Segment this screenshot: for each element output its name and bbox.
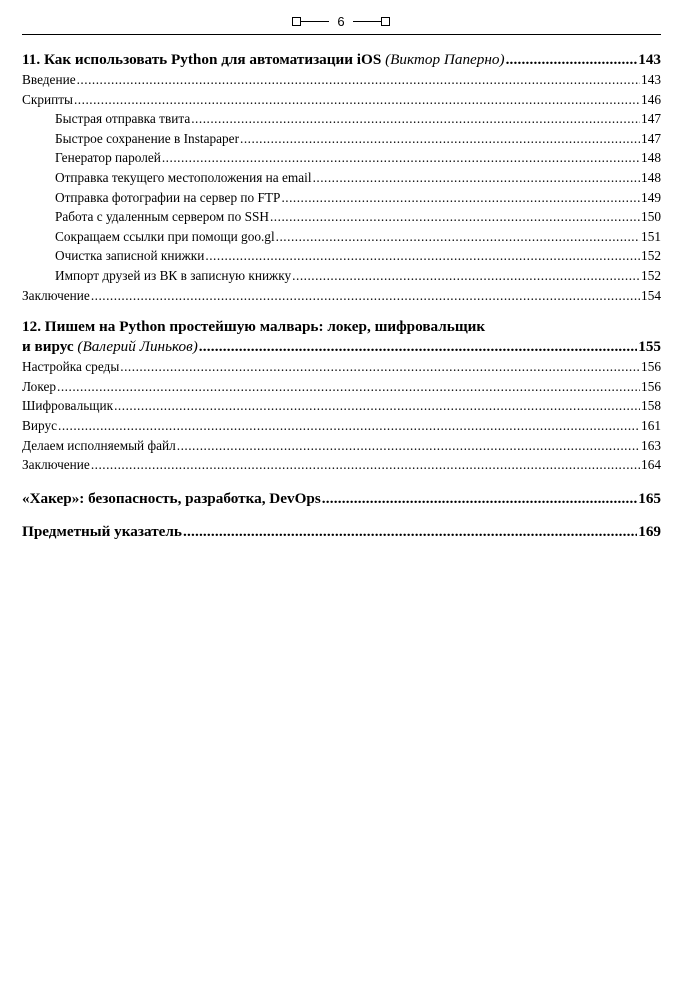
toc-subentry[interactable] (22, 109, 661, 129)
toc-entry-page: 148 (641, 169, 661, 185)
toc-entry-page: 147 (641, 130, 661, 146)
toc-subentry[interactable] (22, 188, 661, 208)
toc-entry-title: Скрипты (22, 91, 73, 107)
toc-entry-page: 149 (641, 189, 661, 205)
toc-entry-page: 156 (641, 359, 661, 375)
toc-entry[interactable] (22, 90, 661, 110)
chapter-12-title-line2: и вирус (22, 338, 74, 356)
leader-dots (57, 377, 640, 397)
leader-dots (74, 90, 640, 110)
leader-dots (506, 50, 638, 70)
toc-entry-title: Заключение (22, 457, 90, 473)
toc-entry-page: 161 (641, 417, 661, 433)
leader-dots (270, 207, 640, 227)
toc-entry-title: Работа с удаленным сервером по SSH (55, 209, 269, 225)
toc-subentry[interactable] (22, 246, 661, 266)
chapter-11-page: 143 (638, 51, 661, 68)
leader-dots (91, 455, 640, 475)
leader-dots (199, 337, 637, 357)
leader-dots (177, 436, 640, 456)
toc-entry[interactable] (22, 455, 661, 475)
toc-entry[interactable] (22, 357, 661, 377)
toc-entry-page: 154 (641, 287, 661, 303)
chapter-12-author: (Валерий Линьков) (77, 338, 198, 356)
header-rule (22, 34, 661, 35)
leader-dots (183, 522, 637, 542)
hacker-title: «Хакер»: безопасность, разработка, DevOps (22, 489, 321, 507)
toc-subentry[interactable] (22, 168, 661, 188)
leader-dots (276, 227, 640, 247)
leader-dots (205, 246, 640, 266)
leader-dots (292, 266, 640, 286)
leader-dots (322, 489, 637, 509)
toc-entry-title: Импорт друзей из ВК в записную книжку (55, 267, 292, 283)
chapter-12-title-line1[interactable]: 12. Пишем на Python простейшую малварь: локер, шифровальщик (22, 318, 486, 336)
toc-hacker[interactable] (22, 489, 661, 509)
toc-chapter-11[interactable] (22, 50, 661, 70)
toc-entry-page: 143 (641, 72, 661, 87)
toc-entry[interactable] (22, 436, 661, 456)
toc-entry-title: Локер (22, 378, 57, 394)
header-ornament-right-line (353, 21, 381, 22)
header-ornament-left-box (292, 17, 301, 26)
header-ornament-left-line (301, 21, 329, 22)
hacker-page: 165 (638, 489, 661, 507)
header-ornament-right-box (381, 17, 390, 26)
toc-entry-page: 163 (641, 437, 661, 453)
leader-dots (77, 70, 640, 90)
toc-chapter-12[interactable] (22, 337, 661, 357)
toc-index[interactable] (22, 522, 661, 542)
toc-entry-title: Быстрая отправка твита (55, 111, 191, 127)
toc-entry[interactable] (22, 396, 661, 416)
toc-entry[interactable] (22, 416, 661, 436)
toc-entry-title: Заключение (22, 287, 90, 303)
chapter-12-page: 155 (638, 338, 661, 356)
toc-entry-page: 164 (641, 457, 661, 473)
toc-entry-title: Вирус (22, 417, 58, 433)
index-page: 169 (638, 522, 661, 540)
leader-dots (162, 148, 640, 168)
page-number: 6 (337, 13, 345, 29)
leader-dots (313, 168, 640, 188)
leader-dots (281, 188, 640, 208)
toc-entry-title: Очистка записной книжки (55, 248, 205, 264)
toc-subentry[interactable] (22, 266, 661, 286)
toc-entry[interactable] (22, 70, 661, 90)
leader-dots (191, 109, 640, 129)
toc-entry-page: 158 (641, 398, 661, 414)
leader-dots (114, 396, 640, 416)
leader-dots (91, 286, 640, 306)
toc-entry-page: 148 (641, 150, 661, 166)
toc-entry-page: 147 (641, 111, 661, 127)
page-header (0, 12, 682, 30)
toc-entry-page: 146 (641, 91, 661, 107)
toc-entry-title: Введение (22, 72, 76, 87)
toc-entry-title: Отправка фотографии на сервер по FTP (55, 189, 281, 205)
toc-entry-title: Сокращаем ссылки при помощи goo.gl (55, 228, 275, 244)
toc-subentry[interactable] (22, 129, 661, 149)
leader-dots (240, 129, 640, 149)
toc-entry[interactable] (22, 377, 661, 397)
toc-subentry[interactable] (22, 148, 661, 168)
leader-dots (120, 357, 640, 377)
toc-entry-title: Быстрое сохранение в Instapaper (55, 130, 240, 146)
toc-entry-page: 156 (641, 378, 661, 394)
toc-entry[interactable] (22, 286, 661, 306)
toc-entry-title: Настройка среды (22, 359, 120, 375)
leader-dots (58, 416, 640, 436)
toc-entry-title: Отправка текущего местоположения на email (55, 169, 312, 185)
toc-entry-page: 152 (641, 267, 661, 283)
chapter-11-title: 11. Как использовать Python для автоматизации iOS (22, 51, 382, 68)
table-of-contents (22, 50, 661, 542)
toc-entry-page: 151 (641, 228, 661, 244)
chapter-11-author: (Виктор Паперно) (385, 51, 505, 68)
toc-entry-title: Генератор паролей (55, 150, 161, 166)
toc-entry-title: Шифровальщик (22, 398, 114, 414)
toc-entry-title: Делаем исполняемый файл (22, 437, 176, 453)
toc-entry-page: 152 (641, 248, 661, 264)
index-title: Предметный указатель (22, 522, 182, 540)
toc-entry-page: 150 (641, 209, 661, 225)
toc-subentry[interactable] (22, 207, 661, 227)
toc-subentry[interactable] (22, 227, 661, 247)
